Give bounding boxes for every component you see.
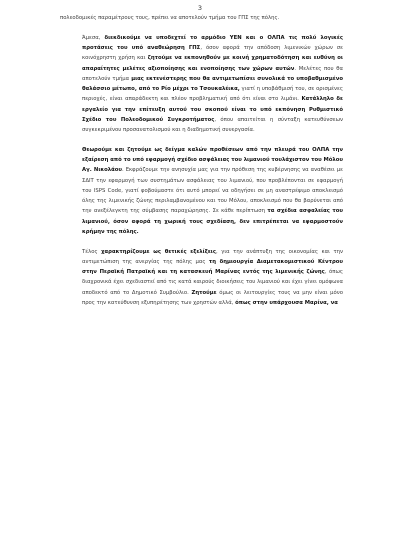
text-run: , για την ανάπτυξη της οικονομίας και την αντιμετώπιση της ανεργίας της πόλης μας — [82, 248, 343, 265]
bold-run: τη δημιουργία Διαμετακομιστικού Κέντρου στην Περαϊκή Πατραϊκή και τη κατασκευή Μαρίνας εντός της λιμενικής ζώνης — [82, 258, 343, 275]
bold-run: Κατάλληλο δε εργαλείο για την επίτευξη αυτού του σκοπού είναι το υπό εκπόνηση Ρυθμιστικό Σχέδιο του Πολεοδομικού Συγκροτήματος — [82, 96, 343, 123]
text-run: πολεοδομικές παραμέτρους τους, πρέπει να αποτελούν τμήμα του ΓΠΣ της πόλης. — [60, 15, 280, 21]
paragraph-0 — [60, 13, 343, 23]
document-body — [60, 13, 343, 308]
bold-run: διεκδικούμε να υποδεχτεί το αρμόδιο ΥΕΝ και ο ΟΛΠΑ τις πολύ λογικές προτάσεις του υπό αναθεώρηση ΓΠΣ — [82, 34, 343, 51]
text-run: όμως οι λειτουργίες τους να μην είναι μόνο προς την κατεύθυνση εξυπηρέτησης των χρηστών αλλά, — [82, 289, 343, 306]
bold-run: χαρακτηρίζουμε ως θετικές εξελίξεις — [101, 248, 217, 255]
text-run: . Μελέτες που θα αποτελούν τμήμα — [82, 65, 343, 82]
paragraph-2 — [60, 145, 343, 237]
bold-run: Θεωρούμε και ζητούμε ως δείγμα καλών προθέσεων από την πλευρά του ΟΛΠΑ την εξαίρεση από το υπό εφαρμογή σχέδιο ασφάλειας του λιμανιού τουλάχιστον του Μόλου Αγ. Νικολάου — [82, 146, 343, 174]
bold-run: τα σχέδια ασφαλείας του λιμανιού, όσον αφορά τη χωρική τους σχεδίαση, δεν επιτρέπεται να εφαρμοστούν κρήμην της πόλης. — [82, 208, 344, 235]
text-run: , όπως διαχρονικά έχει σχεδιαστεί από τις κατά καιρούς διοικήσεις του λιμανιού και έχει γίνει ομόφωνα αποδεκτό από το Δημοτικό Συμβούλιο. — [82, 269, 343, 296]
paragraph-3 — [60, 247, 343, 309]
text-run: Τέλος — [82, 248, 102, 255]
bold-run: Ζητούμε — [191, 289, 217, 296]
text-run: Άμεσα, — [82, 34, 105, 41]
bold-run: όπως στην υπάρχουσα Μαρίνα, να — [235, 299, 338, 306]
text-run: , όπου απαιτείται η σύνταξη κατευθύνσεων συγκεκριμένου προσανατολισμού και η διαδημοτική συνεργασία. — [82, 116, 343, 133]
paragraph-1 — [60, 33, 343, 136]
bold-run: ζητούμε να εκπονηθούν με κοινή χρηματοδότηση και ευθύνη οι απαραίτητες μελέτες αξιοποίησης και ενοποίησης των χώρων αυτών — [82, 55, 343, 72]
text-run: γιατί η υποβάθμισή του, σε ορισμένες περιοχές, είναι απαράδεκτη και πλέον προβληματική από ότι είναι στο λιμάνι. — [82, 86, 343, 103]
bold-run: μιας εκτενέστερης που θα αντιμετωπίσει συνολικά το υποβαθμισμένο θαλάσσιο μέτωπο, από το Ρίο μέχρι το Τσουκαλέικα, — [82, 75, 343, 92]
text-run: . Εκφράζουμε την ανησυχία μας για την πρόθεση της κυβέρνησης να αναθέσει με ΣΔΙΤ την εφαρμογή των συστημάτων ασφάλειας του λιμανιού, που προβλέπονται σε εφαρμογή του ISPS Code, γιατί φοβούμαστε ότι αυτό μπορεί να οδηγήσει σε μη αναστρέψιμο αποκλεισμό όλης της λιμενικής ζώνης περιλαμβανομένου και του Μόλου, αποκλεισμό που θα βαρύνεται από την ανεξέλεγκτη της σύμβασης παραχώρησης. Σε κάθε περίπτωση — [82, 167, 343, 215]
page-number: 3 — [197, 4, 203, 12]
text-run: , όσον αφορά την απόδοση λιμενικών χώρων σε κοινόχρηστη χρήση και — [82, 45, 344, 62]
